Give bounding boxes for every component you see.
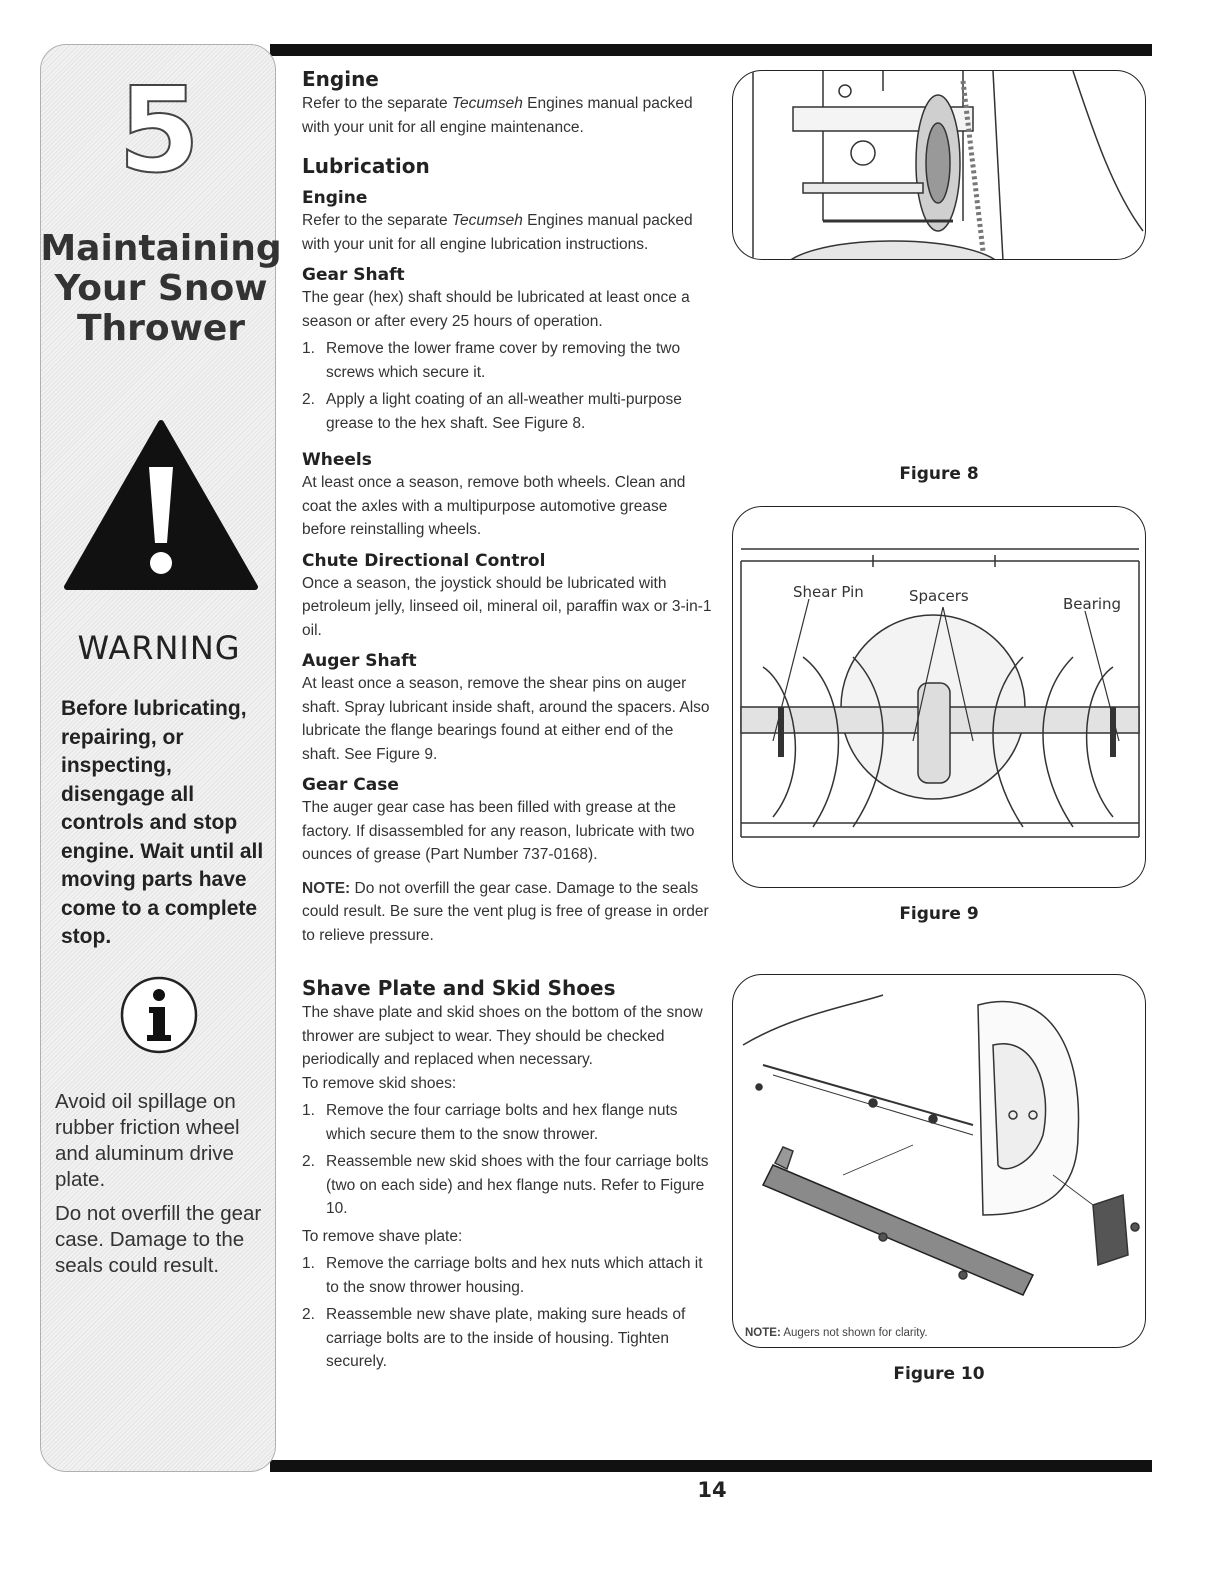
chapter-title-line: Thrower (76, 308, 246, 349)
plate-intro: To remove shave plate: (302, 1227, 463, 1245)
list-item (302, 388, 712, 435)
step-text: Reassemble new shave plate, making sure heads of carriage bolts are to the inside of housing. Tighten securely. (326, 1306, 686, 1370)
figure-9-caption: Figure 9 (899, 904, 979, 924)
auger-shaft-heading: Auger Shaft (302, 651, 417, 671)
info-note: Do not overfill the gear case. Damage to the seals could result. (55, 1202, 262, 1277)
bottom-rule (270, 1460, 1152, 1472)
figure-8 (732, 70, 1146, 260)
wheels-heading: Wheels (302, 450, 372, 470)
warning-title: WARNING (77, 629, 241, 667)
note-label: NOTE: (745, 1327, 781, 1339)
list-item (302, 1150, 712, 1221)
shear-pin-label: Shear Pin (793, 583, 864, 601)
figure-10 (732, 974, 1146, 1348)
step-number: 2. (302, 1153, 315, 1170)
step-number: 2. (302, 391, 315, 408)
auger-shaft-text: At least once a season, remove the shear pins on auger shaft. Spray lubricant inside shaft, around the spacers. Also lubricate the flange bearings found at either end of the shaft. See Figure 9. (302, 675, 710, 763)
figure-9 (732, 506, 1146, 888)
step-text: Apply a light coating of an all-weather multi-purpose grease to the hex shaft. See Figure 8. (326, 391, 682, 432)
gear-shaft-steps (302, 337, 712, 435)
note-text: Do not overfill the gear case. Damage to the seals could result. Be sure the vent plug is free of grease in order to relieve pressure. (302, 879, 709, 944)
warning-triangle-icon (61, 415, 261, 595)
top-rule (270, 44, 1152, 56)
figure-8-illustration (733, 71, 1146, 260)
shave-plate-heading: Shave Plate and Skid Shoes (302, 976, 616, 1000)
chapter-title (31, 229, 291, 349)
chute-heading: Chute Directional Control (302, 550, 546, 571)
gear-case-heading: Gear Case (302, 775, 399, 795)
step-number: 1. (302, 1255, 315, 1272)
gear-case-text: The auger gear case has been filled with grease at the factory. If disassembled for any reason, lubricate with two ounces of grease (Part Number 737-0168). (302, 799, 695, 863)
figure-9-illustration (733, 507, 1146, 888)
plate-steps (302, 1252, 712, 1374)
text-run: Engines manual packed with your unit for all engine maintenance. (302, 95, 693, 136)
step-number: 1. (302, 1102, 315, 1119)
list-item (302, 1252, 712, 1299)
info-notes (55, 1089, 275, 1287)
chapter-title-line: Maintaining (40, 228, 282, 269)
lub-engine-text (302, 209, 712, 256)
info-note: Avoid oil spillage on rubber friction wheel and aluminum drive plate. (55, 1090, 240, 1191)
engine-text (302, 92, 712, 139)
figure-10-caption: Figure 10 (893, 1364, 985, 1384)
step-text: Remove the four carriage bolts and hex flange nuts which secure them to the snow thrower. (326, 1102, 678, 1143)
figure-10-note (745, 1327, 928, 1339)
engine-heading: Engine (302, 67, 379, 91)
gear-shaft-heading: Gear Shaft (302, 265, 405, 285)
text-run: Refer to the separate (302, 95, 452, 112)
brand-name: Tecumseh (451, 95, 523, 112)
shave-plate-text: The shave plate and skid shoes on the bottom of the snow thrower are subject to wear. They should be checked periodically and replaced when necessary. (302, 1004, 703, 1068)
figure-10-illustration (733, 975, 1146, 1348)
brand-name: Tecumseh (451, 212, 523, 229)
skid-intro: To remove skid shoes: (302, 1074, 457, 1092)
text-run: Engines manual packed with your unit for all engine lubrication instructions. (302, 212, 693, 253)
warning-text: Before lubricating, repairing, or inspecting, disengage all controls and stop engine. Wait until all moving parts have come to a complete stop. (61, 697, 264, 948)
gear-case-note (302, 877, 712, 948)
wheels-text: At least once a season, remove both wheels. Clean and coat the axles with a multipurpose automotive grease before reinstalling wheels. (302, 474, 686, 538)
figure-8-caption: Figure 8 (899, 464, 979, 484)
step-number: 1. (302, 340, 315, 357)
lubrication-heading: Lubrication (302, 154, 430, 178)
spacers-label: Spacers (909, 587, 969, 605)
sidebar (40, 44, 282, 1472)
bearing-label: Bearing (1063, 595, 1122, 613)
gear-shaft-text: The gear (hex) shaft should be lubricated at least once a season or after every 25 hours of operation. (302, 289, 690, 330)
note-label: NOTE: (302, 879, 351, 897)
step-number: 2. (302, 1306, 315, 1323)
list-item (302, 337, 712, 384)
main-content (302, 66, 712, 1374)
list-item (302, 1303, 712, 1374)
step-text: Reassemble new skid shoes with the four carriage bolts (two on each side) and hex flange nuts. Refer to Figure 10. (326, 1153, 709, 1217)
chute-text: Once a season, the joystick should be lubricated with petroleum jelly, linseed oil, mineral oil, paraffin wax or 3-in-1 oil. (302, 574, 712, 639)
step-text: Remove the lower frame cover by removing the two screws which secure it. (326, 340, 681, 381)
page-number: 14 (697, 1478, 727, 1502)
lub-engine-heading: Engine (302, 188, 368, 208)
step-text: Remove the carriage bolts and hex nuts which attach it to the snow thrower housing. (326, 1255, 703, 1296)
skid-steps (302, 1099, 712, 1221)
note-text: Augers not shown for clarity. (780, 1327, 928, 1339)
chapter-number: 5 (117, 61, 201, 199)
chapter-title-line: Your Snow (54, 268, 268, 309)
text-run: Refer to the separate (302, 212, 452, 229)
list-item (302, 1099, 712, 1146)
info-icon (119, 975, 199, 1055)
